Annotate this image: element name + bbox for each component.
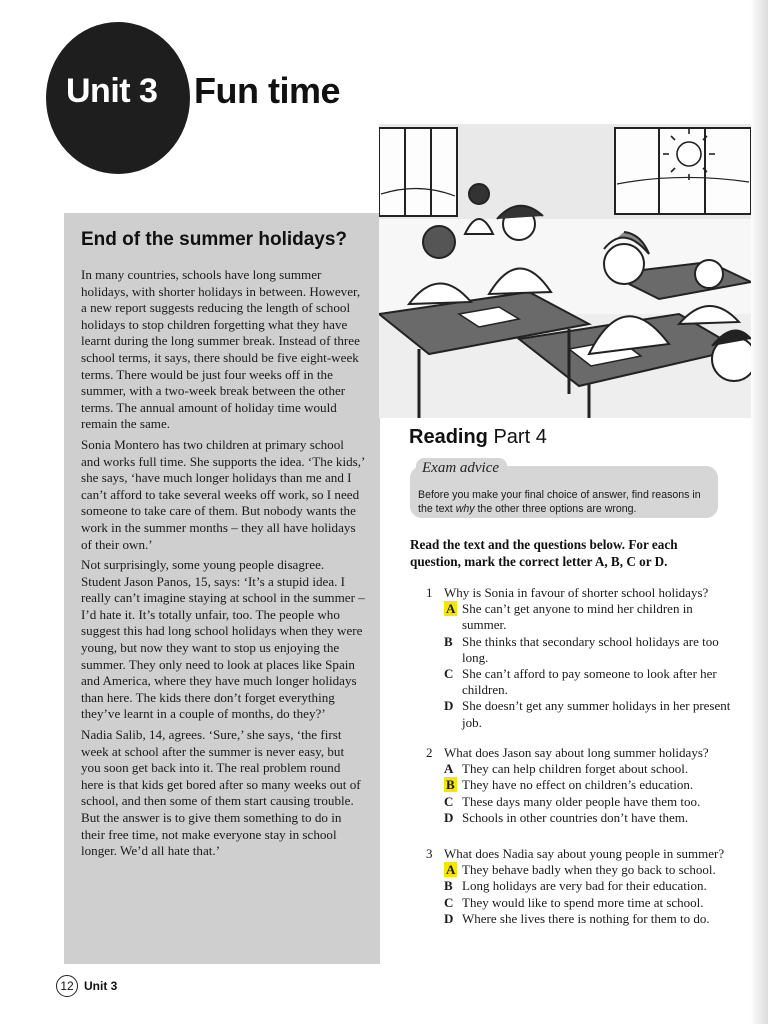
article-paragraph: In many countries, schools have long summer holidays, with shorter holidays in between. However, a new report suggests reducing the length of school holidays to stop children forgetting what they have learnt during the long summer break. Instead of three school terms, it says, there should be five eight-week terms. There would be just four weeks off in the summer, with a two-week break between the other terms. The annual amount of holiday time would remain the same. <box>81 267 361 432</box>
option-letter: B <box>444 633 453 649</box>
option-text: Long holidays are very bad for their education. <box>462 878 707 894</box>
article-paragraph: Nadia Salib, 14, agrees. ‘Sure,’ she says, ‘the first week at school after the summer is never easy, but you soon get back into it. The real problem round here is that kids get bored after so many weeks out of school, and then some of them start causing trouble. But the answer is to give them something to do in their free time, not make everyone stay in school longer. We’d all hate that.’ <box>81 727 361 859</box>
answer-option[interactable] <box>426 777 736 793</box>
answer-option[interactable] <box>426 794 736 810</box>
answer-option[interactable] <box>426 911 736 927</box>
question-text: Why is Sonia in favour of shorter school holidays? <box>444 585 709 600</box>
classroom-illustration <box>379 124 751 418</box>
reading-part-title <box>409 426 547 449</box>
left-window <box>379 128 457 216</box>
right-window <box>615 128 751 214</box>
advice-text-part: Before you make your final choice of answer, find reasons in the text <box>418 489 701 515</box>
question-number: 1 <box>426 585 433 600</box>
question-number: 3 <box>426 846 433 861</box>
question-text: What does Jason say about long summer holidays? <box>444 745 709 760</box>
option-text: They behave badly when they go back to school. <box>462 862 716 878</box>
option-text: They can help children forget about school. <box>462 761 689 777</box>
answer-option[interactable] <box>426 666 736 698</box>
option-letter: D <box>444 910 454 926</box>
option-text: They have no effect on children’s education. <box>462 777 694 793</box>
advice-text-part: the other three options are wrong. <box>474 503 637 515</box>
article-paragraph: Sonia Montero has two children at primary school and works full time. She supports the idea. ‘The kids,’ she says, ‘have much longer holidays than me and I can’t afford to take several weeks off work, so I need someone to take care of them. But nobody wants the work in the summer months – they all have holidays of their own.’ <box>81 436 365 552</box>
question-text: What does Nadia say about young people in summer? <box>444 846 725 861</box>
option-letter: C <box>444 894 454 910</box>
option-text: She doesn’t get any summer holidays in her present job. <box>462 698 731 730</box>
page-footer <box>56 975 117 997</box>
article-title: End of the summer holidays? <box>81 229 348 250</box>
classroom-drawing <box>379 124 751 418</box>
reading-title-part: Part 4 <box>493 426 547 448</box>
option-letter: A <box>444 761 454 777</box>
page-right-edge <box>750 0 768 1024</box>
option-letter-highlighted: A <box>446 862 456 878</box>
answer-option[interactable] <box>426 810 736 826</box>
reading-title-bold: Reading <box>409 426 488 448</box>
question-3 <box>426 846 736 927</box>
answer-option[interactable] <box>426 761 736 777</box>
answer-option[interactable] <box>426 601 736 633</box>
page-top-edge <box>0 0 768 18</box>
option-text: Where she lives there is nothing for them to do. <box>462 910 710 926</box>
page-number: 12 <box>56 975 78 997</box>
option-letter: C <box>444 666 454 682</box>
answer-option[interactable] <box>426 634 736 666</box>
unit-title: Fun time <box>194 70 340 111</box>
exam-advice-text <box>418 488 710 516</box>
exam-advice-label: Exam advice <box>416 458 507 477</box>
article-paragraph: Not surprisingly, some young people disagree. Student Jason Panos, 15, says: ‘It’s a stupid idea. I really can’t imagine staying at school in the summer – I’d hate it. It’s totally unfair, too. The people who suggest this had long school holidays when they were young, but now they want to stop us enjoying the summer. They only need to look at places like Spain and America, where they have much longer holidays than here. The kids there don’t forget everything they’ve learnt in a couple of months, do they?’ <box>81 557 365 722</box>
question-2 <box>426 745 736 826</box>
answer-option[interactable] <box>426 895 736 911</box>
unit-label: Unit 3 <box>66 72 158 110</box>
option-text: She can’t get anyone to mind her children in summer. <box>462 601 693 633</box>
option-text: Schools in other countries don’t have them. <box>462 809 689 825</box>
answer-option[interactable] <box>426 878 736 894</box>
advice-text-emphasis: why <box>455 503 475 515</box>
answer-option[interactable] <box>426 862 736 878</box>
answer-option[interactable] <box>426 698 736 730</box>
option-text: She thinks that secondary school holidays are too long. <box>462 633 719 665</box>
article-box <box>64 213 380 964</box>
option-text: She can’t afford to pay someone to look after her children. <box>462 666 717 698</box>
question-number: 2 <box>426 745 433 760</box>
reading-instructions: Read the text and the questions below. For each question, mark the correct letter A, B, C or D. <box>410 537 678 569</box>
footer-unit-label: Unit 3 <box>84 979 118 993</box>
question-1 <box>426 585 736 731</box>
option-letter-highlighted: A <box>446 601 456 617</box>
option-text: These days many older people have them too. <box>462 793 701 809</box>
option-letter: D <box>444 809 454 825</box>
option-text: They would like to spend more time at school. <box>462 894 704 910</box>
option-letter-highlighted: B <box>446 777 455 793</box>
option-letter: B <box>444 878 453 894</box>
option-letter: C <box>444 793 454 809</box>
option-letter: D <box>444 698 454 714</box>
